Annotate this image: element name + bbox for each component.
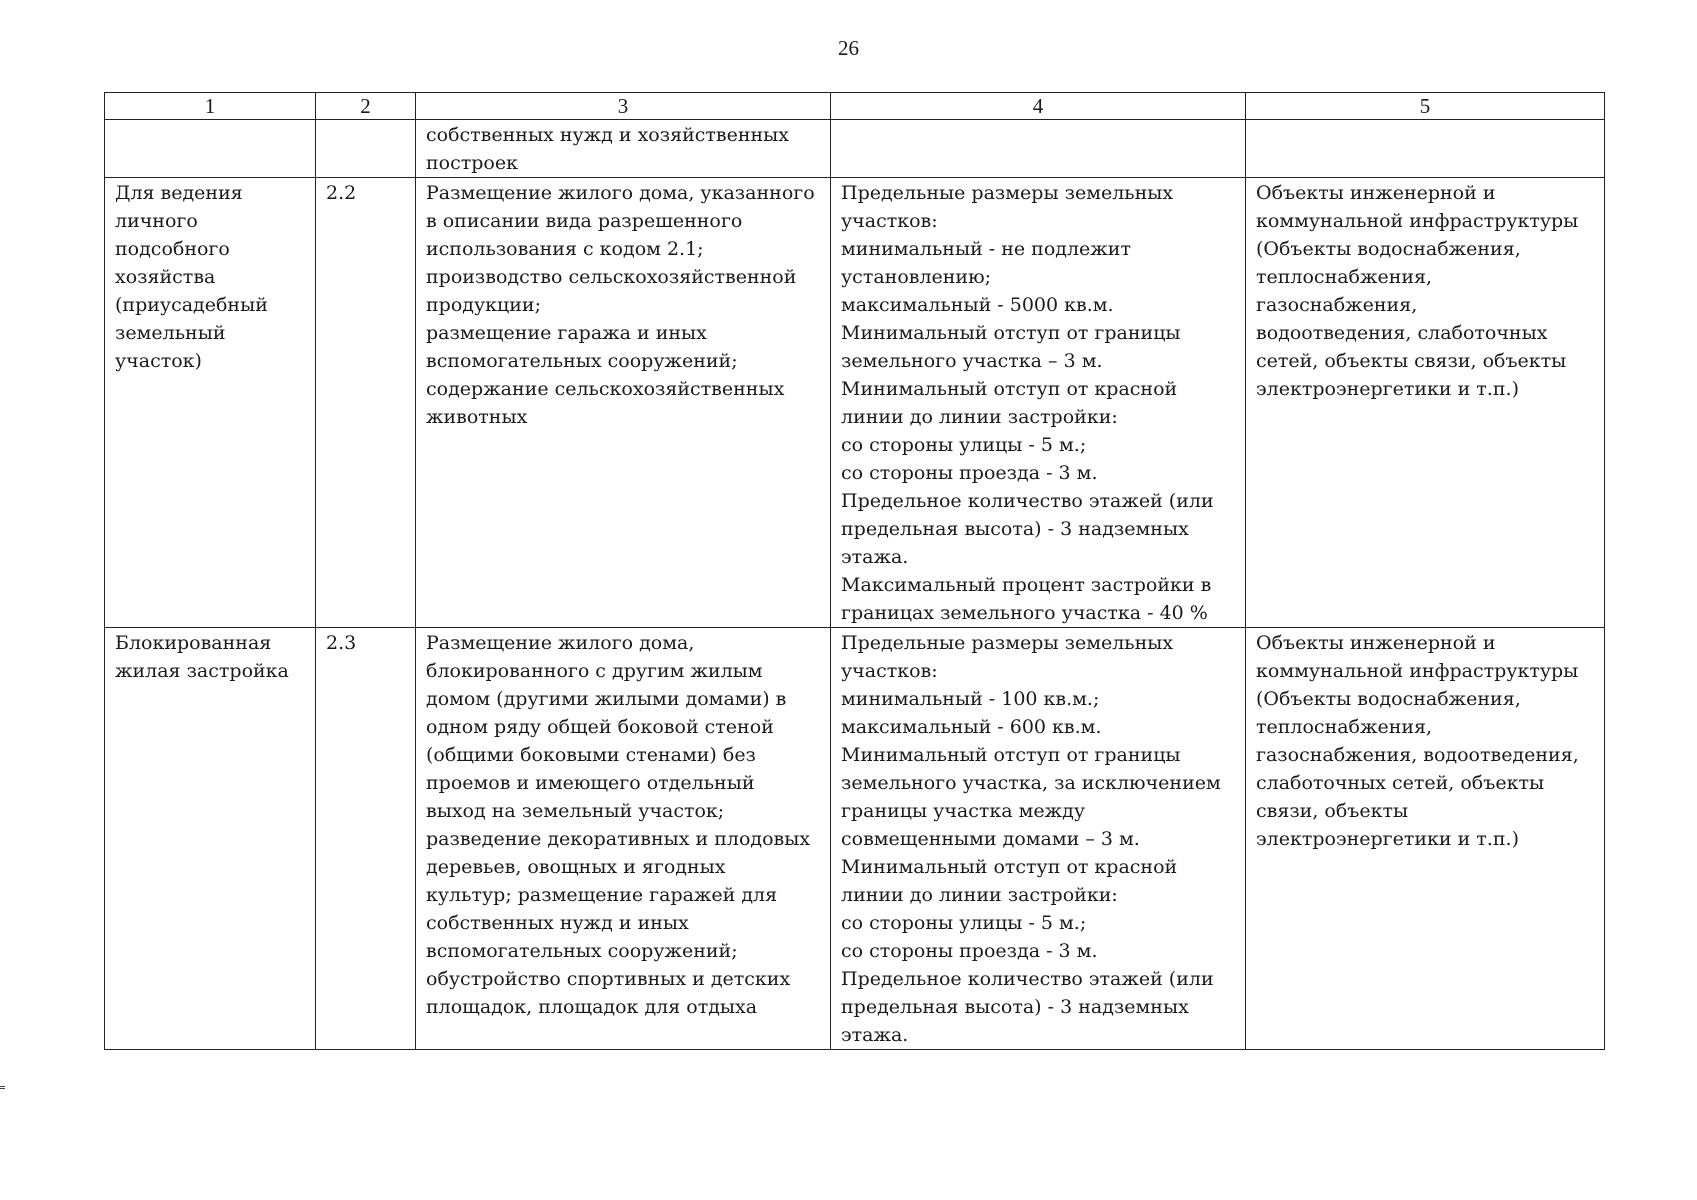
use-name-cell: Блокированная жилая застройка xyxy=(105,628,316,1050)
parameters-cell xyxy=(831,120,1246,178)
use-code-cell xyxy=(316,120,416,178)
use-name-cell: Для ведения личного подсобного хозяйства (приусадебный земельный участок) xyxy=(105,178,316,628)
objects-cell: Объекты инженерной и коммунальной инфраструктуры (Объекты водоснабжения, теплоснабжения, газоснабжения, водоотведения, слаботочных сетей, объекты связи, объекты электроэнергетики и т.п.) xyxy=(1246,178,1605,628)
parameters-cell: Предельные размеры земельных участков: минимальный - не подлежит установлению; максимальный - 5000 кв.м. Минимальный отступ от границы земельного участка – 3 м. Минимальный отступ от красной линии до линии застройки: со стороны улицы - 5 м.; со стороны проезда - 3 м. Предельное количество этажей (или предельная высота) - 3 надземных этажа. Максимальный процент застройки в границах земельного участка - 40 % xyxy=(831,178,1246,628)
parameters-cell: Предельные размеры земельных участков: минимальный - 100 кв.м.; максимальный - 600 кв.м. Минимальный отступ от границы земельного участка, за исключением границы участка между совмещенными домами – 3 м. Минимальный отступ от красной линии до линии застройки: со стороны улицы - 5 м.; со стороны проезда - 3 м. Предельное количество этажей (или предельная высота) - 3 надземных этажа. xyxy=(831,628,1246,1050)
column-header: 3 xyxy=(416,93,831,120)
table-header-row xyxy=(105,93,1605,120)
use-code-cell: 2.3 xyxy=(316,628,416,1050)
use-description-cell: Размещение жилого дома, указанного в описании вида разрешенного использования с кодом 2.1; производство сельскохозяйственной продукции; размещение гаража и иных вспомогательных сооружений; содержание сельскохозяйственных животных xyxy=(416,178,831,628)
table-row xyxy=(105,120,1605,178)
column-header: 5 xyxy=(1246,93,1605,120)
use-name-cell xyxy=(105,120,316,178)
table-row xyxy=(105,628,1605,1050)
use-description-cell: Размещение жилого дома, блокированного с другим жилым домом (другими жилыми домами) в одном ряду общей боковой стеной (общими боковыми стенами) без проемов и имеющего отдельный выход на земельный участок; разведение декоративных и плодовых деревьев, овощных и ягодных культур; размещение гаражей для собственных нужд и иных вспомогательных сооружений; обустройство спортивных и детских площадок, площадок для отдыха xyxy=(416,628,831,1050)
use-description-cell: собственных нужд и хозяйственных построек xyxy=(416,120,831,178)
objects-cell: Объекты инженерной и коммунальной инфраструктуры (Объекты водоснабжения, теплоснабжения, газоснабжения, водоотведения, слаботочных сетей, объекты связи, объекты электроэнергетики и т.п.) xyxy=(1246,628,1605,1050)
column-header: 2 xyxy=(316,93,416,120)
regulations-table xyxy=(104,92,1605,1050)
scan-margin-mark xyxy=(0,1086,5,1089)
page-number: 26 xyxy=(838,36,859,60)
column-header: 1 xyxy=(105,93,316,120)
use-code-cell: 2.2 xyxy=(316,178,416,628)
objects-cell xyxy=(1246,120,1605,178)
column-header: 4 xyxy=(831,93,1246,120)
table-row xyxy=(105,178,1605,628)
